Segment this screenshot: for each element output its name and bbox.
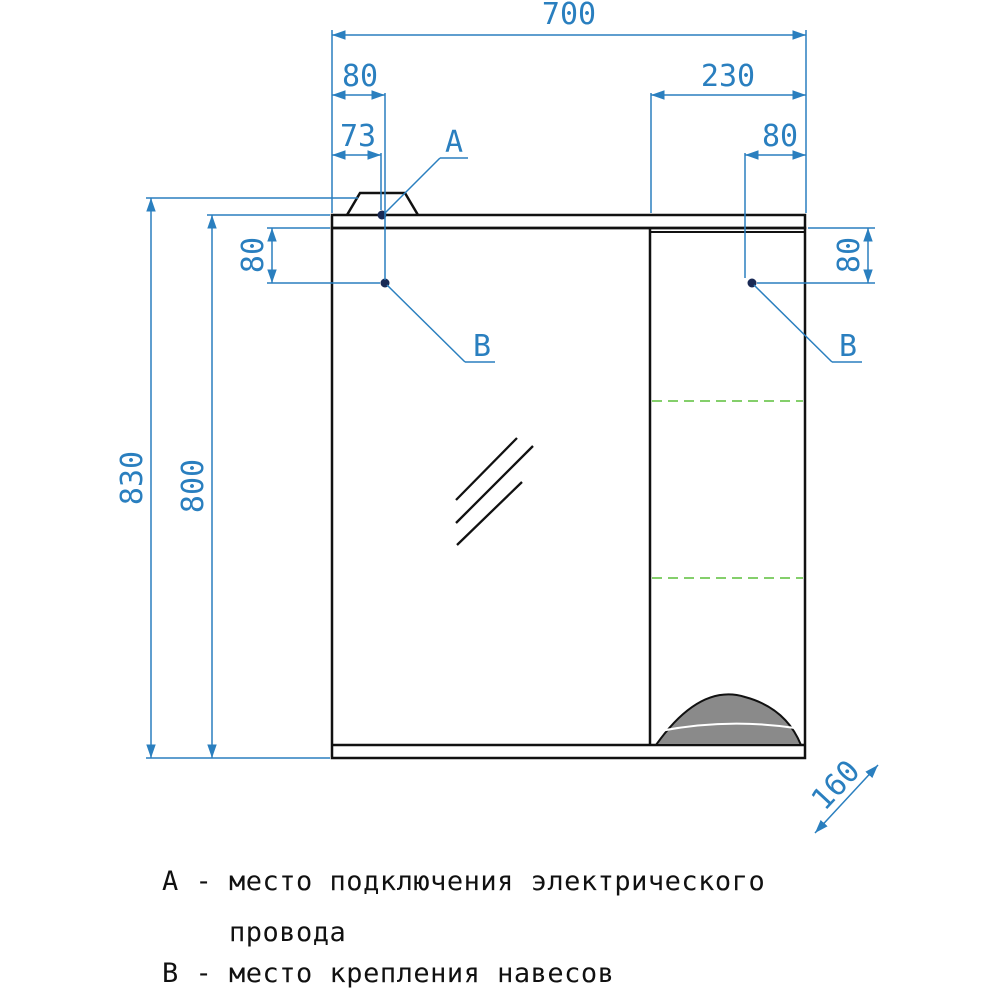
legend-line-b: B - место крепления навесов (162, 958, 615, 989)
leader-b-left (387, 285, 465, 362)
niche-handle (656, 694, 801, 745)
leader-b-right (754, 285, 832, 362)
dim-label-830: 830 (115, 450, 150, 506)
callout-b-right: B (838, 329, 858, 364)
callout-a: A (444, 125, 464, 160)
legend-line-a: A - место подключения электрического (162, 866, 766, 897)
dim-label-80-right-vert: 80 (832, 236, 867, 274)
dim-label-80-left-vert: 80 (236, 236, 271, 274)
dim-label-800: 800 (176, 458, 211, 514)
dim-label-230: 230 (700, 59, 756, 94)
dim-label-700: 700 (541, 0, 597, 32)
dim-label-160: 160 (804, 753, 868, 818)
mirror-reflection (456, 438, 533, 545)
cabinet-body (332, 228, 805, 758)
cabinet-outline (332, 193, 805, 758)
callout-b-left: B (472, 329, 492, 364)
dim-label-80-right: 80 (761, 119, 799, 154)
dim-label-73: 73 (339, 119, 377, 154)
legend-line-a-continued: провода (162, 917, 347, 948)
dim-label-80-left: 80 (341, 59, 379, 94)
cabinet-top-cap (332, 215, 805, 228)
